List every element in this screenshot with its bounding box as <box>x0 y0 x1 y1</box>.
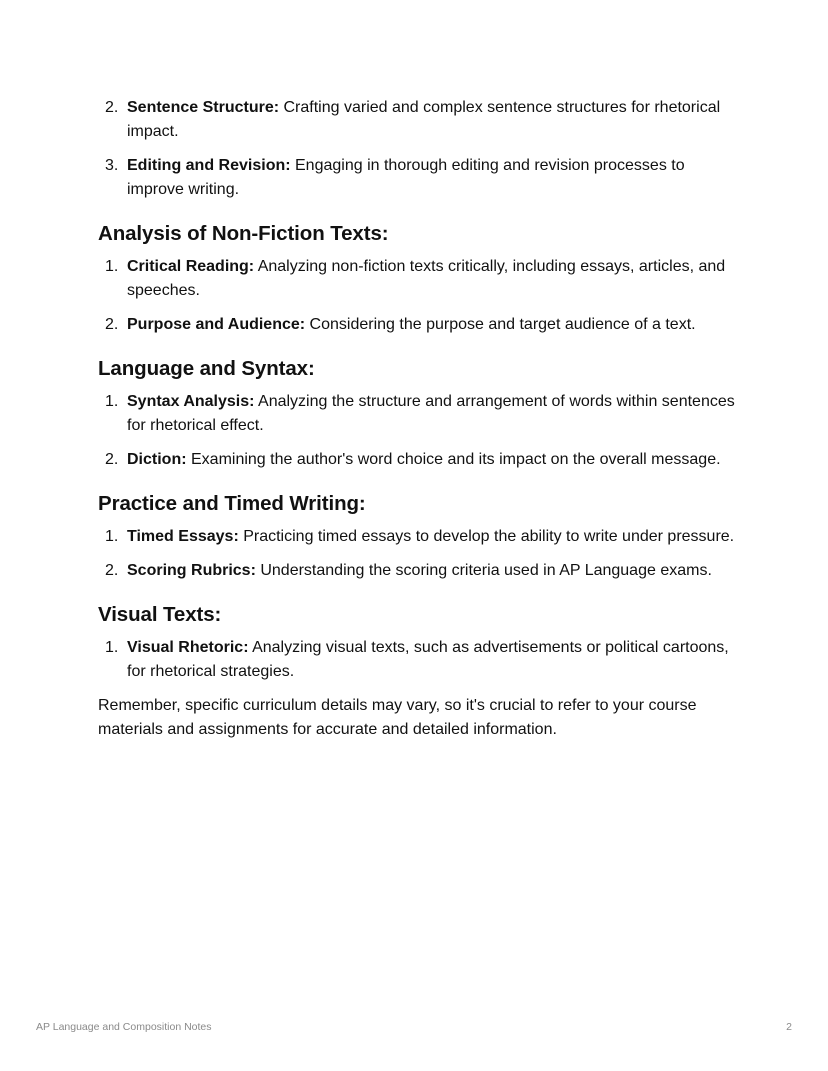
item-text: Crafting varied and complex sentence structures for rhetorical impact. <box>127 99 721 140</box>
section-heading-visual-texts: Visual Texts: <box>98 603 222 626</box>
item-number: 1. <box>105 258 119 275</box>
item-number: 2. <box>105 451 119 468</box>
item-term: Syntax Analysis: <box>127 393 255 410</box>
closing-paragraph: Remember, specific curriculum details may vary, so it's crucial to refer to your course materials and assignments for accurate and detailed information. <box>98 697 697 738</box>
document-body <box>98 96 738 742</box>
item-term: Sentence Structure: <box>127 99 280 116</box>
list-item <box>98 96 738 144</box>
list-item <box>98 390 738 438</box>
list-language-syntax <box>98 390 738 472</box>
footer-page-number: 2 <box>786 1021 792 1033</box>
list-item <box>98 525 738 549</box>
item-text: Understanding the scoring criteria used in AP Language exams. <box>255 562 712 579</box>
item-text: Practicing timed essays to develop the ability to write under pressure. <box>238 528 735 545</box>
section-heading-language-syntax: Language and Syntax: <box>98 357 315 380</box>
item-number: 1. <box>105 639 119 656</box>
list-timed-writing <box>98 525 738 583</box>
item-term: Visual Rhetoric: <box>127 639 249 656</box>
list-item <box>98 636 738 684</box>
list-item <box>98 154 738 202</box>
item-text: Analyzing non-fiction texts critically, including essays, articles, and speeches. <box>127 258 726 299</box>
list-item <box>98 448 738 472</box>
item-text: Engaging in thorough editing and revision processes to improve writing. <box>127 157 685 198</box>
item-term: Scoring Rubrics: <box>127 562 256 579</box>
section-heading-non-fiction: Analysis of Non-Fiction Texts: <box>98 222 389 245</box>
item-number: 1. <box>105 393 119 410</box>
item-text: Examining the author's word choice and its impact on the overall message. <box>186 451 721 468</box>
item-term: Editing and Revision: <box>127 157 291 174</box>
item-term: Purpose and Audience: <box>127 316 306 333</box>
list-non-fiction <box>98 255 738 337</box>
item-number: 2. <box>105 316 119 333</box>
footer-document-title: AP Language and Composition Notes <box>36 1021 212 1033</box>
list-item <box>98 559 738 583</box>
list-item <box>98 255 738 303</box>
item-number: 2. <box>105 99 119 116</box>
item-term: Critical Reading: <box>127 258 255 275</box>
list-visual-texts <box>98 636 738 684</box>
item-text: Considering the purpose and target audience of a text. <box>305 316 696 333</box>
item-term: Timed Essays: <box>127 528 239 545</box>
item-term: Diction: <box>127 451 187 468</box>
item-number: 1. <box>105 528 119 545</box>
item-number: 3. <box>105 157 119 174</box>
list-item <box>98 313 738 337</box>
item-number: 2. <box>105 562 119 579</box>
section-heading-timed-writing: Practice and Timed Writing: <box>98 492 366 515</box>
item-text: Analyzing the structure and arrangement of words within sentences for rhetorical effect. <box>127 393 735 434</box>
list-sentence-craft <box>98 96 738 202</box>
item-text: Analyzing visual texts, such as advertisements or political cartoons, for rhetorical strategies. <box>127 639 729 680</box>
